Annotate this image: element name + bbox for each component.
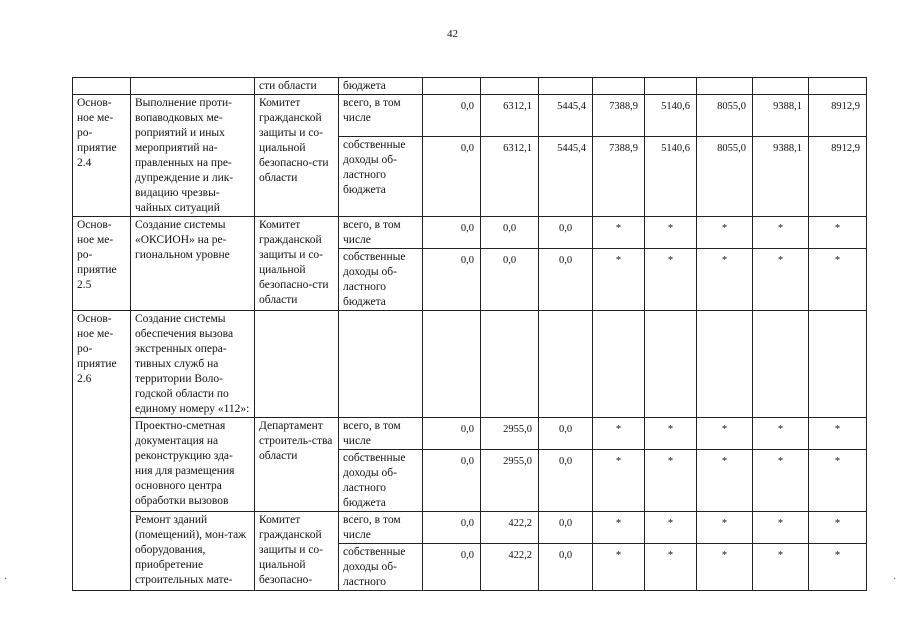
value-cell: 0,0 xyxy=(423,512,481,544)
value-cell: * xyxy=(809,418,867,450)
table-row xyxy=(73,418,867,450)
value-cell: * xyxy=(809,249,867,311)
value-cell: * xyxy=(809,512,867,544)
value-cell: * xyxy=(753,512,809,544)
table-cell xyxy=(539,78,593,95)
measure-name: Создание системы «ОКСИОН» на ре-гиональном уровне xyxy=(131,217,255,311)
value-cell: 8912,9 xyxy=(809,136,867,216)
scan-mark: · xyxy=(893,574,897,585)
source-cell: собственные доходы об-ластного бюджета xyxy=(339,450,423,512)
value-cell: 0,0 xyxy=(423,249,481,311)
table-cell xyxy=(539,311,593,418)
value-cell: 6312,1 xyxy=(481,95,539,137)
table-cell xyxy=(481,311,539,418)
value-cell: * xyxy=(809,450,867,512)
table-cell xyxy=(753,311,809,418)
value-cell: * xyxy=(645,217,697,249)
table-cell xyxy=(753,78,809,95)
table-row xyxy=(73,95,867,137)
value-cell: 0,0 xyxy=(539,450,593,512)
value-cell: * xyxy=(753,217,809,249)
source-cell: собственные доходы об-ластного xyxy=(339,544,423,591)
value-cell: * xyxy=(593,249,645,311)
value-cell: 5445,4 xyxy=(539,136,593,216)
table-cell xyxy=(423,78,481,95)
value-cell: * xyxy=(697,418,753,450)
value-cell: * xyxy=(809,544,867,591)
source-cell: всего, в том числе xyxy=(339,512,423,544)
table-row xyxy=(73,217,867,249)
executor-cell: Комитет гражданской защиты и со-циальной безопасно-сти области xyxy=(255,95,339,217)
table-cell xyxy=(809,78,867,95)
measure-name: Выполнение проти-вопаводковых ме-роприятий и иных мероприятий на-правленных на пре-дупреждение и лик-видацию чрезвы-чайных ситуаций xyxy=(131,95,255,217)
value-cell: * xyxy=(753,450,809,512)
value-cell: 0,0 xyxy=(481,249,539,311)
value-cell: * xyxy=(697,249,753,311)
value-cell: 5140,6 xyxy=(645,95,697,137)
table-cell xyxy=(339,311,423,418)
source-cell: всего, в том числе xyxy=(339,95,423,137)
value-cell: 9388,1 xyxy=(753,136,809,216)
budget-table xyxy=(72,77,867,591)
table-cell xyxy=(73,78,131,95)
table-cell xyxy=(593,311,645,418)
value-cell: 2955,0 xyxy=(481,450,539,512)
table-cell xyxy=(481,78,539,95)
value-cell: 0,0 xyxy=(423,95,481,137)
value-cell: * xyxy=(593,450,645,512)
value-cell: 5445,4 xyxy=(539,95,593,137)
continuation-row xyxy=(73,78,867,95)
value-cell: 0,0 xyxy=(539,249,593,311)
table-row xyxy=(73,311,867,418)
value-cell: * xyxy=(645,249,697,311)
table-cell xyxy=(697,311,753,418)
value-cell: 9388,1 xyxy=(753,95,809,137)
executor-cell: Комитет гражданской защиты и со-циальной безопасно-сти области xyxy=(255,217,339,311)
value-cell: 0,0 xyxy=(423,450,481,512)
value-cell: 422,2 xyxy=(481,544,539,591)
subitem-name: Ремонт зданий (помещений), мон-таж оборудования, приобретение строительных мате- xyxy=(131,512,255,591)
value-cell: * xyxy=(593,512,645,544)
executor-cell: сти области xyxy=(255,78,339,95)
value-cell: * xyxy=(753,249,809,311)
value-cell: 6312,1 xyxy=(481,136,539,216)
value-cell: 422,2 xyxy=(481,512,539,544)
value-cell: * xyxy=(645,544,697,591)
scan-mark: · xyxy=(4,574,8,585)
value-cell: 7388,9 xyxy=(593,136,645,216)
value-cell: 0,0 xyxy=(423,418,481,450)
table-cell xyxy=(645,78,697,95)
value-cell: * xyxy=(697,512,753,544)
value-cell: * xyxy=(645,450,697,512)
source-cell: собственные доходы об-ластного бюджета xyxy=(339,136,423,216)
value-cell: 8055,0 xyxy=(697,136,753,216)
measure-code: Основ-ное ме-ро-приятие 2.6 xyxy=(73,311,131,591)
value-cell: 8912,9 xyxy=(809,95,867,137)
value-cell: 0,0 xyxy=(539,512,593,544)
value-cell: 0,0 xyxy=(423,136,481,216)
value-cell: * xyxy=(593,217,645,249)
source-cell: всего, в том числе xyxy=(339,418,423,450)
table-cell xyxy=(255,311,339,418)
value-cell: * xyxy=(645,418,697,450)
value-cell: 0,0 xyxy=(539,544,593,591)
value-cell: 0,0 xyxy=(539,418,593,450)
table-cell xyxy=(423,311,481,418)
measure-name: Создание системы обеспечения вызова экстренных опера-тивных служб на территории Воло-годской области по единому номеру «112»: xyxy=(131,311,255,418)
value-cell: * xyxy=(809,217,867,249)
measure-code: Основ-ное ме-ро-приятие 2.5 xyxy=(73,217,131,311)
table-cell xyxy=(809,311,867,418)
value-cell: 8055,0 xyxy=(697,95,753,137)
table-cell xyxy=(697,78,753,95)
value-cell: 0,0 xyxy=(481,217,539,249)
value-cell: 7388,9 xyxy=(593,95,645,137)
source-cell: собственные доходы об-ластного бюджета xyxy=(339,249,423,311)
executor-cell: Комитет гражданской защиты и со-циальной безопасно- xyxy=(255,512,339,591)
executor-cell: Департамент строитель-ства области xyxy=(255,418,339,512)
value-cell: 0,0 xyxy=(539,217,593,249)
value-cell: * xyxy=(645,512,697,544)
value-cell: * xyxy=(753,418,809,450)
measure-code: Основ-ное ме-ро-приятие 2.4 xyxy=(73,95,131,217)
value-cell: * xyxy=(697,450,753,512)
table-cell xyxy=(593,78,645,95)
value-cell: * xyxy=(593,418,645,450)
value-cell: * xyxy=(697,217,753,249)
source-cell: бюджета xyxy=(339,78,423,95)
page-number: 42 xyxy=(447,28,458,40)
table-row xyxy=(73,512,867,544)
value-cell: 0,0 xyxy=(423,217,481,249)
table-cell xyxy=(645,311,697,418)
value-cell: * xyxy=(753,544,809,591)
value-cell: 0,0 xyxy=(423,544,481,591)
source-cell: всего, в том числе xyxy=(339,217,423,249)
value-cell: 5140,6 xyxy=(645,136,697,216)
subitem-name: Проектно-сметная документация на реконструкцию зда-ния для размещения основного центра обработки вызовов xyxy=(131,418,255,512)
value-cell: * xyxy=(697,544,753,591)
value-cell: * xyxy=(593,544,645,591)
value-cell: 2955,0 xyxy=(481,418,539,450)
table-cell xyxy=(131,78,255,95)
